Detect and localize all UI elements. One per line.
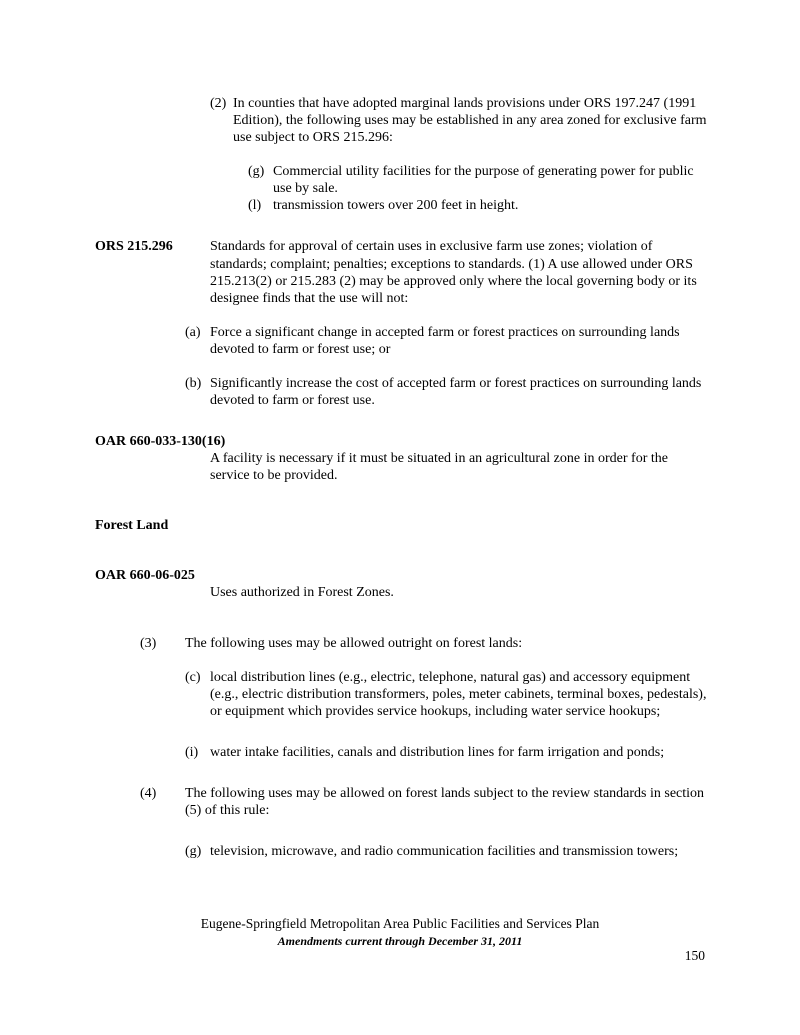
section-oar-660-06 xyxy=(95,567,710,601)
list-item-b-label: (b) xyxy=(185,375,202,391)
list-item-4-label: (4) xyxy=(140,785,157,801)
page-number: 150 xyxy=(684,948,705,963)
list-item-3c-label: (c) xyxy=(185,669,201,685)
list-item-3-text: The following uses may be allowed outright on forest lands: xyxy=(185,635,523,651)
footer-plan-title: Eugene-Springfield Metropolitan Area Public Facilities and Services Plan xyxy=(200,916,600,931)
list-item-2l-label: (l) xyxy=(248,198,262,214)
list-item-4-text: The following uses may be allowed on forest lands subject to the review standards in section (5) of this rule: xyxy=(185,785,705,819)
list-item-3i xyxy=(185,744,710,761)
list-item-b-text: Significantly increase the cost of accepted farm or forest practices on surrounding lands devoted to farm or forest use. xyxy=(210,375,702,409)
list-item-2g-text: Commercial utility facilities for the purpose of generating power for public use by sale. xyxy=(273,164,694,197)
list-item-a-label: (a) xyxy=(185,324,201,340)
list-item-3c-text: local distribution lines (e.g., electric, telephone, natural gas) and accessory equipment (e.g., electric distribution transformers, poles, meter cabinets, terminal boxes, pedestals), or equipment which provides service hookups, including water service hookups; xyxy=(210,669,707,719)
list-item-3c xyxy=(185,669,710,720)
list-item-2g xyxy=(248,163,710,197)
list-item-2-label: (2) xyxy=(210,96,227,111)
list-item-a-text: Force a significant change in accepted farm or forest practices on surrounding lands devoted to farm or forest use; or xyxy=(210,324,680,357)
list-item-3-label: (3) xyxy=(140,635,157,651)
list-item-3i-label: (i) xyxy=(185,744,199,760)
forest-land-heading: Forest Land xyxy=(95,518,169,534)
list-item-4g-label: (g) xyxy=(185,844,202,860)
section-oar-660-06-heading: OAR 660-06-025 xyxy=(95,568,195,584)
list-item-2-text: In counties that have adopted marginal lands provisions under ORS 197.247 (1991 Edition), the following uses may be established in any area zoned for exclusive farm use subject to ORS 215.296: xyxy=(233,96,707,146)
list-item-2l xyxy=(248,197,710,214)
section-ors-215-296-text: Standards for approval of certain uses in exclusive farm use zones; violation of standards; complaint; penalties; exceptions to standards. (1) A use allowed under ORS 215.213(2) or 215.283 (2) may be approved only where the local governing body or its designee finds that the use will not: xyxy=(210,239,697,306)
list-item-4 xyxy=(140,785,710,819)
section-oar-660-033-text: A facility is necessary if it must be situated in an agricultural zone in order for the service to be provided. xyxy=(210,451,668,484)
list-item-3 xyxy=(140,635,710,652)
list-item-2 xyxy=(210,95,710,146)
list-item-2g-label: (g) xyxy=(248,164,265,180)
list-item-4g-text: television, microwave, and radio communication facilities and transmission towers; xyxy=(210,844,679,860)
section-ors-215-296 xyxy=(95,238,710,306)
list-item-b xyxy=(185,375,710,409)
section-ors-215-296-heading: ORS 215.296 xyxy=(95,239,173,255)
section-oar-660-06-text: Uses authorized in Forest Zones. xyxy=(210,585,394,601)
list-item-2l-text: transmission towers over 200 feet in height. xyxy=(273,198,519,214)
section-oar-660-033-heading: OAR 660-033-130(16) xyxy=(95,434,226,450)
list-item-4g xyxy=(185,843,710,860)
list-item-a xyxy=(185,324,710,358)
page-footer xyxy=(0,916,800,949)
footer-amendments-note: Amendments current through December 31, 2011 xyxy=(277,934,523,949)
list-item-3i-text: water intake facilities, canals and distribution lines for farm irrigation and ponds; xyxy=(210,744,665,760)
section-oar-660-033 xyxy=(95,433,710,484)
